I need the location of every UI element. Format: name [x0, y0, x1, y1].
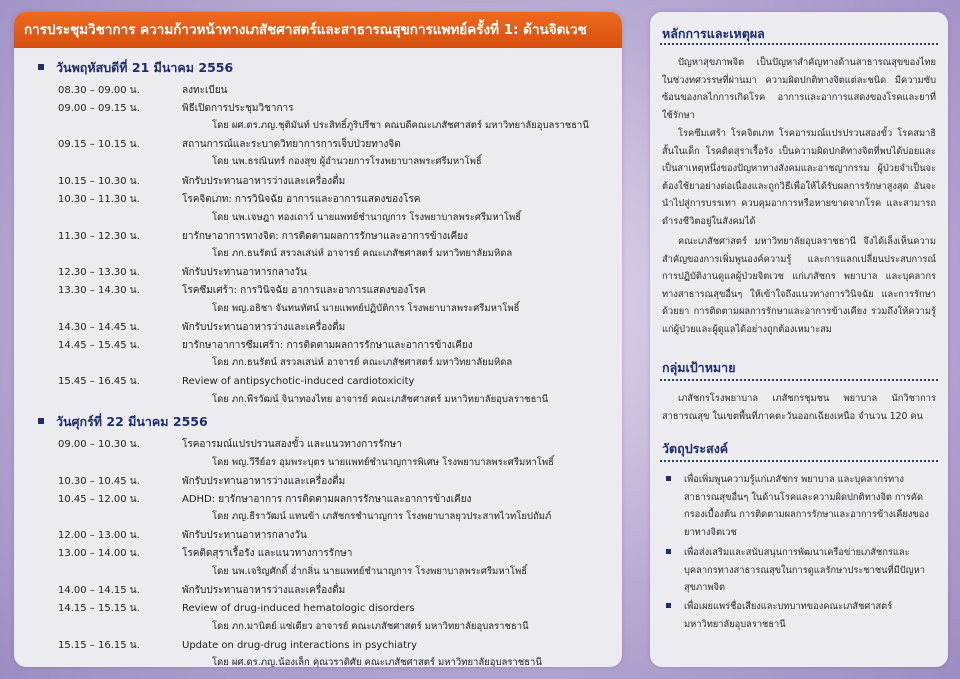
session-topic: สถานการณ์และระบาดวิทยาการการเจ็บป่วยทางจิต — [182, 139, 401, 150]
day2-title: วันศุกร์ที่ 22 มีนาคม 2556 — [56, 414, 208, 429]
session-time: 11.30 – 12.30 น. — [58, 231, 140, 242]
session-time: 09.00 – 10.30 น. — [58, 439, 140, 450]
bullet-square-icon — [666, 549, 671, 554]
session-time: 14.45 – 15.45 น. — [58, 340, 140, 351]
session-time: 09.15 – 10.15 น. — [58, 139, 140, 150]
session-topic: พิธีเปิดการประชุมวิชาการ — [182, 103, 294, 114]
session-topic: พักรับประทานอาหารว่างและเครื่องดื่ม — [182, 476, 346, 487]
session-topic: Update on drug-drug interactions in psychiatry — [182, 640, 418, 651]
session-time: 14.15 – 15.15 น. — [58, 603, 140, 614]
session-topic: โรคติดสุราเรื้อรัง และแนวทางการรักษา — [182, 548, 353, 559]
schedule-row — [58, 474, 345, 489]
target-divider — [660, 379, 938, 381]
objectives-heading: วัตถุประสงค์ — [662, 441, 729, 456]
session-speaker: โดย ภก.พีรวัฒน์ จินาทองไทย อาจารย์ คณะเภสัชศาสตร์ มหาวิทยาลัยอุบลราชธานี — [212, 394, 549, 405]
rationale-heading: หลักการและเหตุผล — [662, 26, 765, 41]
session-topic: พักรับประทานอาหารกลางวัน — [182, 530, 307, 541]
day1-heading — [38, 58, 233, 78]
session-topic: Review of antipsychotic-induced cardiotoxicity — [182, 376, 415, 387]
session-topic: พักรับประทานอาหารกลางวัน — [182, 267, 307, 278]
schedule-row — [58, 265, 307, 280]
objective-text: เพื่อเพิ่มพูนความรู้แก่เภสัชกร พยาบาล และบุคลากรทางสาธารณสุขอื่นๆ ในด้านโรคและความผิดปกติทางจิต การคัดกรองเบื้องต้น การติดตามผลการรักษาและอาการข้างเคียงของยาทางจิตเวช — [684, 474, 929, 538]
session-time: 12.30 – 13.30 น. — [58, 267, 140, 278]
session-topic: พักรับประทานอาหารว่างและเครื่องดื่ม — [182, 176, 346, 187]
rationale-paragraph-2: โรคซึมเศร้า โรคจิตเภท โรคอารมณ์แปรปรวนสองขั้ว โรคสมาธิสั้นในเด็ก โรคติดสุราเรื้อรัง เป็นความผิดปกติทางจิตที่พบได้บ่อยและเป็นสาเหตุหนึ่งของปัญหาทางสังคมและอาชญากรรม ผู้ป่วยจำเป็นจะต้องใช้ยาอย่างต่อเนื่องและถูกวิธีเพื่อให้ได้รับผลการรักษาสูงสุด อันจะนำไปสู่การบรรเทา ควบคุมอาการหรือหายขาดจากโรค และสามารถดำรงชีวิตอยู่ในสังคมได้ — [662, 128, 936, 227]
schedule-row — [58, 137, 401, 152]
objective-item — [662, 544, 938, 597]
schedule-row — [58, 374, 414, 389]
page-title: การประชุมวิชาการ ความก้าวหน้าทางเภสัชศาสตร์และสาธารณสุขการแพทย์ครั้งที่ 1: ด้านจิตเวช — [14, 12, 622, 48]
objective-text: เพื่อเผยแพร่ชื่อเสียงและบทบาทของคณะเภสัชศาสตร์ มหาวิทยาลัยอุบลราชธานี — [684, 601, 893, 630]
session-topic: โรคจิตเภท: การวินิจฉัย อาการและอาการแสดงของโรค — [182, 194, 421, 205]
schedule-row — [58, 101, 294, 116]
rationale-divider — [660, 43, 938, 45]
schedule-row — [58, 338, 473, 353]
session-time: 09.00 – 09.15 น. — [58, 103, 140, 114]
objective-item — [662, 598, 938, 633]
bullet-square-icon — [666, 603, 671, 608]
session-speaker: โดย ผศ.ดร.ภญ.น้องเล็ก คุณวราดิศัย คณะเภสัชศาสตร์ มหาวิทยาลัยอุบลราชธานี — [212, 657, 542, 667]
session-time: 14.00 – 14.15 น. — [58, 585, 140, 596]
schedule-row — [58, 492, 471, 507]
session-time: 08.30 – 09.00 น. — [58, 85, 140, 96]
target-heading: กลุ่มเป้าหมาย — [662, 360, 736, 375]
session-topic: ลงทะเบียน — [182, 85, 228, 96]
schedule-row — [58, 283, 426, 298]
session-time: 10.30 – 11.30 น. — [58, 194, 140, 205]
rationale-paragraph-1: ปัญหาสุขภาพจิต เป็นปัญหาสำคัญทางด้านสาธารณสุขของไทยในช่วงทศวรรษที่ผ่านมา ความผิดปกติทางจิตแต่ละชนิด มีความซับซ้อนของกลไกการเกิดโรค อาการและอาการแสดงของโรคและยาที่ใช้รักษา — [662, 57, 936, 121]
session-time: 13.30 – 14.30 น. — [58, 285, 140, 296]
schedule-row — [58, 320, 345, 335]
schedule-row — [58, 83, 227, 98]
info-panel — [650, 12, 948, 667]
session-time: 14.30 – 14.45 น. — [58, 322, 140, 333]
session-time: 15.15 – 16.15 น. — [58, 640, 140, 651]
day1-title: วันพฤหัสบดีที่ 21 มีนาคม 2556 — [56, 60, 234, 75]
day1-bullet — [38, 64, 44, 70]
session-topic: โรคซึมเศร้า: การวินิจฉัย อาการและอาการแสดงของโรค — [182, 285, 426, 296]
session-speaker: โดย นพ.ธรณินทร์ กองสุข ผู้อำนวยการโรงพยาบาลพระศรีมหาโพธิ์ — [212, 156, 482, 167]
schedule-row — [58, 437, 402, 452]
objectives-divider — [660, 460, 938, 462]
session-speaker: โดย พญ.วีรีย์อร อุมพระบุตร นายแพทย์ชำนาญการพิเศษ โรงพยาบาลพระศรีมหาโพธิ์ — [212, 457, 554, 468]
session-time: 12.00 – 13.00 น. — [58, 530, 140, 541]
session-time: 10.30 – 10.45 น. — [58, 476, 140, 487]
session-time: 10.45 – 12.00 น. — [58, 494, 140, 505]
session-time: 10.15 – 10.30 น. — [58, 176, 140, 187]
session-time: 13.00 – 14.00 น. — [58, 548, 140, 559]
session-speaker: โดย นพ.เจริญศักดิ์ อ่ำกลิ่น นายแพทย์ชำนาญการ โรงพยาบาลพระศรีมหาโพธิ์ — [212, 566, 528, 577]
day2-heading — [38, 412, 208, 432]
objective-text: เพื่อส่งเสริมและสนับสนุนการพัฒนาเครือข่ายเภสัชกรและบุคลากรทางสาธารณสุขในการดูแลรักษาประชาชนที่มีปัญหาสุขภาพจิต — [684, 547, 925, 593]
schedule-row — [58, 192, 421, 207]
schedule-row — [58, 546, 352, 561]
day2-bullet — [38, 418, 44, 424]
schedule-row — [58, 229, 468, 244]
session-speaker: โดย นพ.เจษฎา ทองเถาว์ นายแพทย์ชำนาญการ โรงพยาบาลพระศรีมหาโพธิ์ — [212, 212, 522, 223]
session-topic: พักรับประทานอาหารว่างและเครื่องดื่ม — [182, 322, 346, 333]
session-time: 15.45 – 16.45 น. — [58, 376, 140, 387]
schedule-panel — [14, 12, 622, 667]
session-speaker: โดย ภก.ธนรัตน์ สรวลเสน่ห์ อาจารย์ คณะเภสัชศาสตร์ มหาวิทยาลัยมหิดล — [212, 248, 513, 259]
session-speaker: โดย ผศ.ดร.ภญ.ชุติมันท์ ประสิทธิ์ภูริปรีชา คณบดีคณะเภสัชศาสตร์ มหาวิทยาลัยอุบลราชธานี — [212, 120, 589, 131]
schedule-row — [58, 174, 345, 189]
objective-item — [662, 471, 938, 541]
session-topic: พักรับประทานอาหารว่างและเครื่องดื่ม — [182, 585, 346, 596]
schedule-row — [58, 528, 307, 543]
bullet-square-icon — [666, 476, 671, 481]
session-speaker: โดย ภก.ธนรัตน์ สรวลเสน่ห์ อาจารย์ คณะเภสัชศาสตร์ มหาวิทยาลัยมหิดล — [212, 357, 513, 368]
schedule-row — [58, 638, 417, 653]
session-speaker: โดย พญ.อธิชา จันทนทัศน์ นายแพทย์ปฏิบัติการ โรงพยาบาลพระศรีมหาโพธิ์ — [212, 303, 520, 314]
session-topic: ยารักษาอาการซึมเศร้า: การติดตามผลการรักษาและอาการข้างเคียง — [182, 340, 473, 351]
session-topic: Review of drug-induced hematologic disorders — [182, 603, 415, 614]
session-speaker: โดย ภญ.ธีราวัฒน์ แทนข้า เภสัชกรชำนาญการ โรงพยาบาลยุวประสาทไวทโยปถัมภ์ — [212, 511, 552, 522]
rationale-paragraph-3: คณะเภสัชศาสตร์ มหาวิทยาลัยอุบลราชธานี จึงได้เล็งเห็นความสำคัญของการเพิ่มพูนองค์ความรู้ และการแลกเปลี่ยนประสบการณ์การปฏิบัติงานดูแลผู้ป่วยจิตเวช แก่เภสัชกร พยาบาล และบุคลากรทางสาธารณสุขอื่นๆ ให้เข้าใจถึงแนวทางการวินิจฉัย และการรักษาด้วยยา การติดตามผลการรักษาและอาการข้างเคียง รวมถึงให้ความรู้แก่ผู้ป่วยและผู้ดูแลได้อย่างถูกต้องเหมาะสม — [662, 236, 936, 335]
schedule-row — [58, 583, 345, 598]
session-speaker: โดย ภก.มานิตย์ แซ่เตียว อาจารย์ คณะเภสัชศาสตร์ มหาวิทยาลัยอุบลราชธานี — [212, 621, 529, 632]
session-topic: ADHD: ยารักษาอาการ การติดตามผลการรักษาและอาการข้างเคียง — [182, 494, 472, 505]
target-text: เภสัชกรโรงพยาบาล เภสัชกรชุมชน พยาบาล นักวิชาการสาธารณสุข ในเขตพื้นที่ภาคตะวันออกเฉียงเหนือ จำนวน 120 คน — [662, 393, 936, 422]
session-topic: โรคอารมณ์แปรปรวนสองขั้ว และแนวทางการรักษา — [182, 439, 402, 450]
schedule-row — [58, 601, 415, 616]
session-topic: ยารักษาอาการทางจิต: การติดตามผลการรักษาและอาการข้างเคียง — [182, 231, 468, 242]
